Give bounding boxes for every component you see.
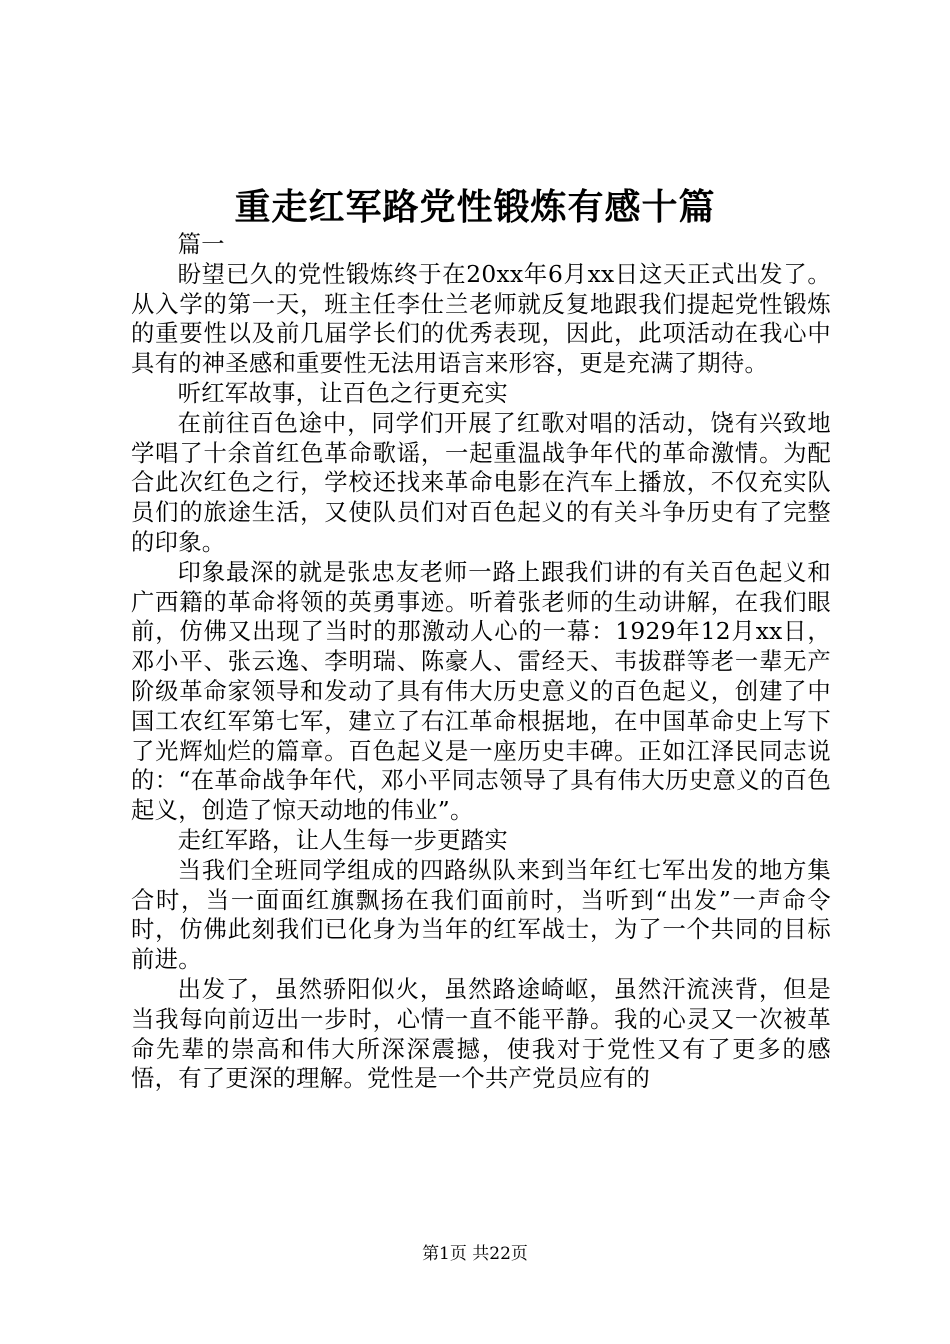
paragraph: 印象最深的就是张忠友老师一路上跟我们讲的有关百色起义和广西籍的革命将领的英勇事迹。听着张老师的生动讲解，在我们眼前，仿佛又出现了当时的那激动人心的一幕：1929年12月xx日，邓小平、张云逸、李明瑞、陈豪人、雷经天、韦拔群等老一辈无产阶级革命家领导和发动了具有伟大历史意义的百色起义，创建了中国工农红军第七军，建立了右江革命根据地，在中国革命史上写下了光辉灿烂的篇章。百色起义是一座历史丰碑。正如江泽民同志说的：“在革命战争年代，邓小平同志领导了具有伟大历史意义的百色起义，创造了惊天动地的伟业”。	[131, 558, 831, 825]
subheading: 听红军故事，让百色之行更充实	[177, 379, 508, 407]
paragraph: 出发了，虽然骄阳似火，虽然路途崎岖，虽然汗流浃背，但是当我每向前迈出一步时，心情一直不能平静。我的心灵又一次被革命先辈的崇高和伟大所深深震撼，使我对于党性又有了更多的感悟，有了更深的理解。党性是一个共产党员应有的	[131, 975, 831, 1093]
paragraph: 当我们全班同学组成的四路纵队来到当年红七军出发的地方集合时，当一面面红旗飘扬在我们面前时，当听到“出发”一声命令时，仿佛此刻我们已化身为当年的红军战士，为了一个共同的目标前进。	[131, 856, 831, 974]
section-heading: 篇一	[177, 231, 225, 258]
document-title: 重走红军路党性锻炼有感十篇	[234, 187, 716, 228]
page-number-footer: 第1页 共22页	[422, 1244, 528, 1264]
paragraph: 在前往百色途中，同学们开展了红歌对唱的活动，饶有兴致地学唱了十余首红色革命歌谣，一起重温战争年代的革命激情。为配合此次红色之行，学校还找来革命电影在汽车上播放，不仅充实队员们的旅途生活，又使队员们对百色起义的有关斗争历史有了完整的印象。	[131, 409, 831, 556]
paragraph: 盼望已久的党性锻炼终于在20xx年6月xx日这天正式出发了。从入学的第一天，班主任李仕兰老师就反复地跟我们提起党性锻炼的重要性以及前几届学长们的优秀表现，因此，此项活动在我心中具有的神圣感和重要性无法用语言来形容，更是充满了期待。	[131, 260, 831, 378]
document-body	[131, 230, 831, 1094]
subheading: 走红军路，让人生每一步更踏实	[177, 826, 508, 854]
